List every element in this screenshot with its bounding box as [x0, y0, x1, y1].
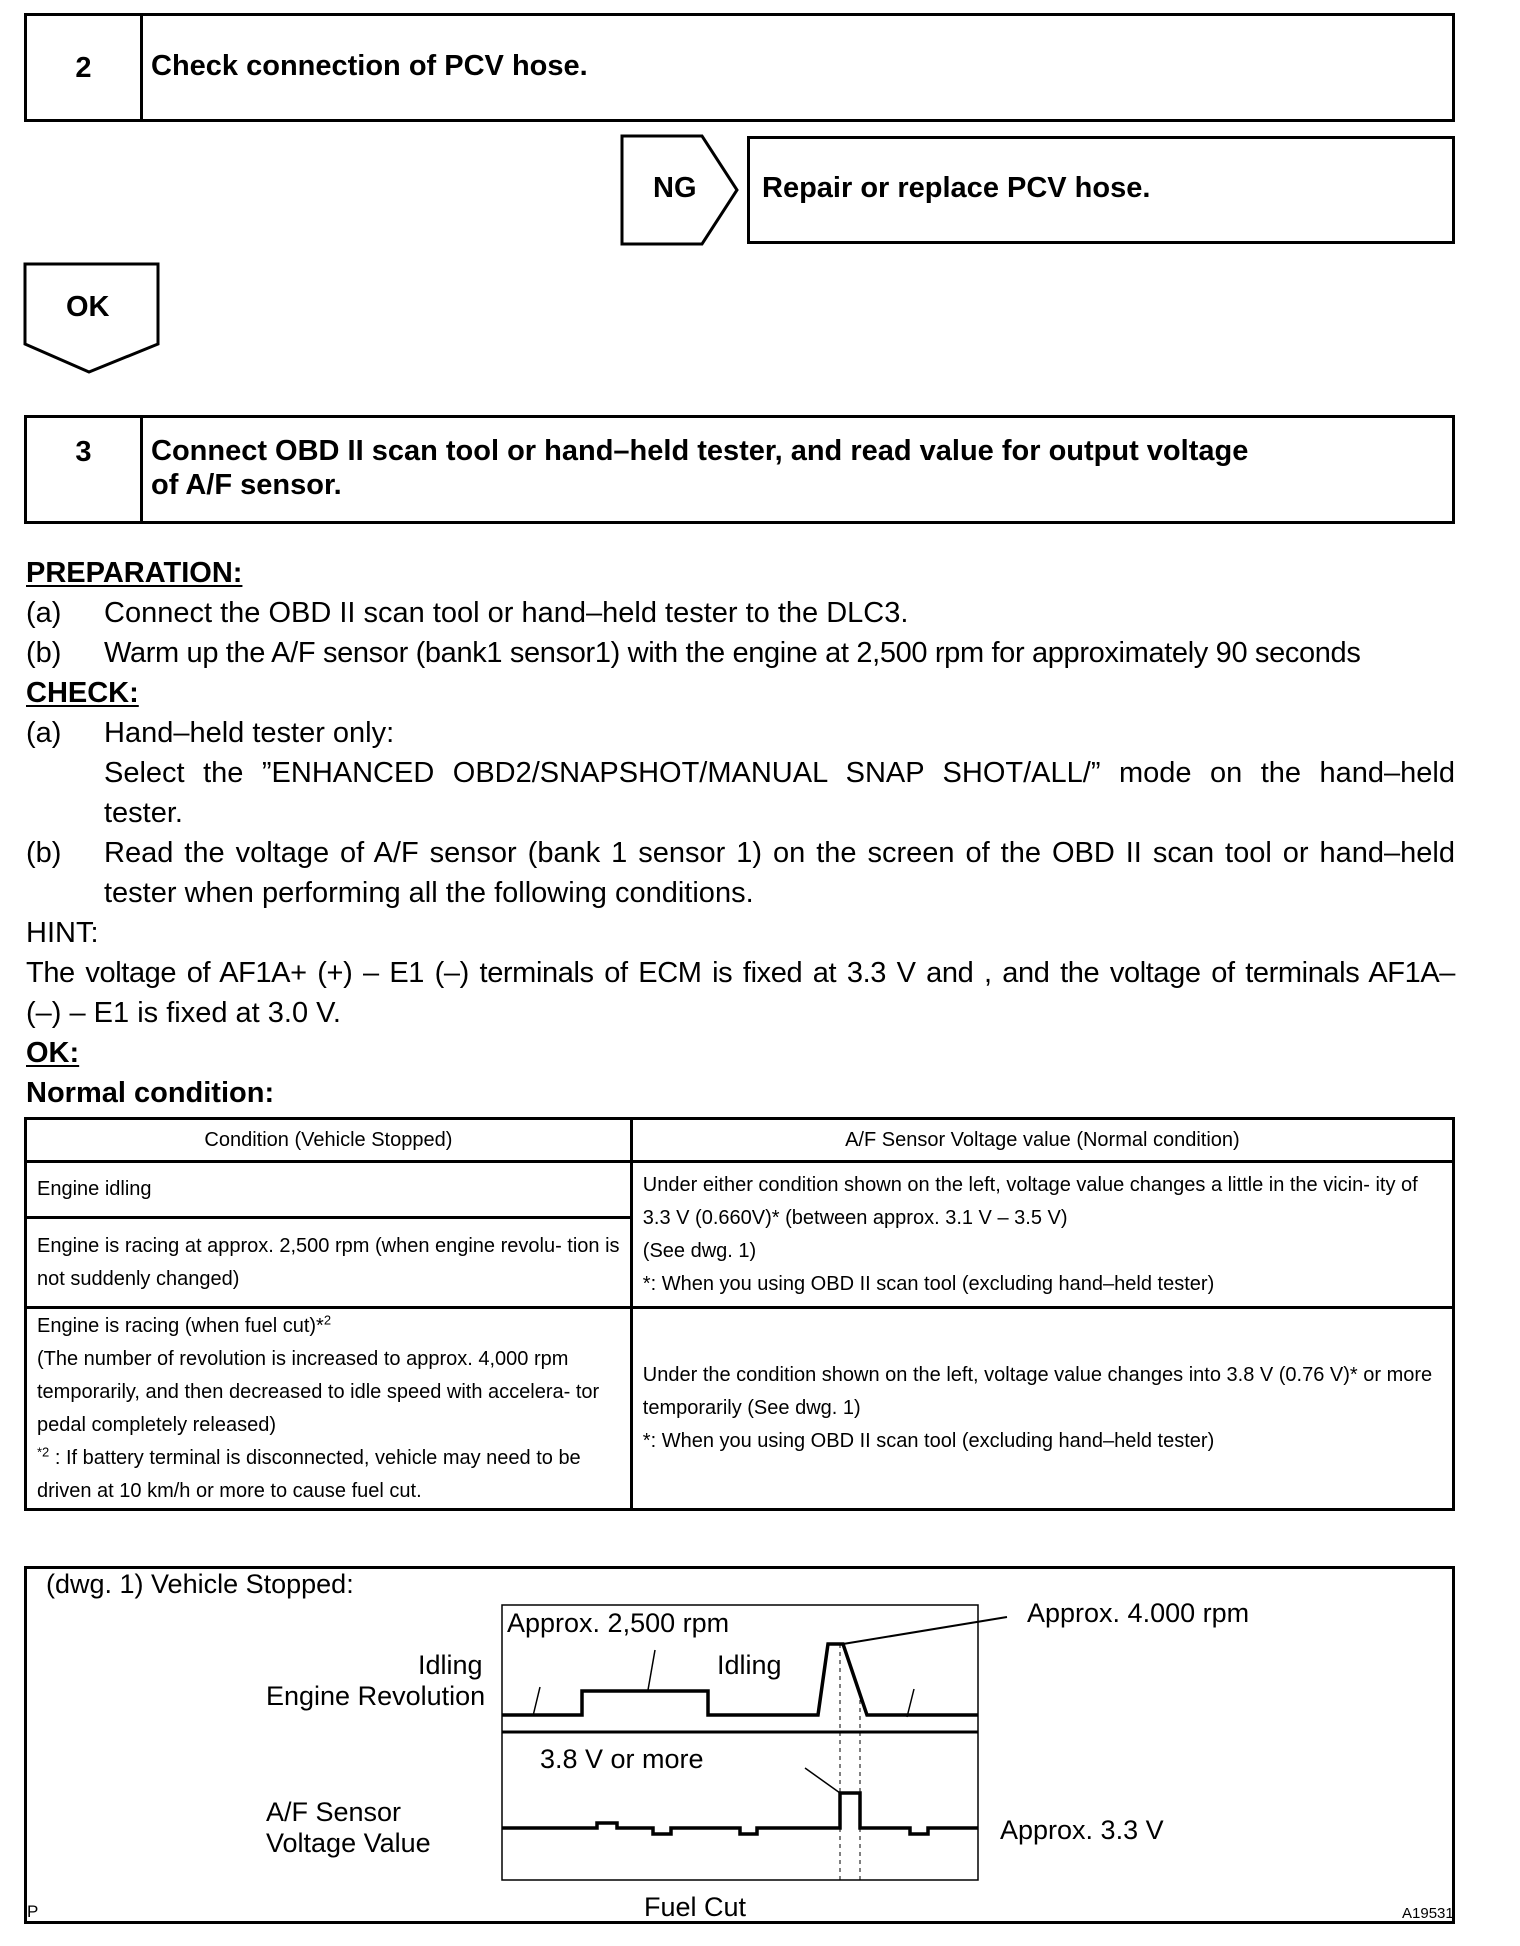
- voltage-cell: Under the condition shown on the left, voltage value changes into 3.8 V (0.76 V)* or more temporarily (See dwg. 1) *: When you using OBD II scan tool (excluding hand–held tester): [631, 1308, 1453, 1510]
- ok-label: OK: [66, 291, 110, 323]
- idling-left-label: Idling: [418, 1650, 483, 1680]
- v33-label: Approx. 3.3 V: [1000, 1815, 1164, 1845]
- leader-idling-left: [533, 1687, 540, 1716]
- figure-id: A19531: [1402, 1905, 1454, 1922]
- table-row: [26, 1162, 1454, 1218]
- ng-label: NG: [653, 172, 697, 204]
- plot-frame: [502, 1605, 978, 1880]
- preparation-heading: PREPARATION:: [26, 557, 243, 589]
- af-sensor-label: A/F Sensor: [266, 1797, 402, 1827]
- fuel-cut-label: Fuel Cut: [644, 1892, 747, 1922]
- step-number: 3: [27, 418, 143, 521]
- engine-revolution-label: Engine Revolution: [266, 1681, 486, 1711]
- condition-cell: Engine is racing (when fuel cut)*$^2$ (The number of revolution is increased to approx. 4,000 rpm temporarily, and then decreased to idle speed with accelera- tor pedal completely released) $^{*2}$ : If battery terminal is disconnected, vehicle may need to be driven at 10 km/h or more to cause fuel cut.: [26, 1308, 632, 1510]
- condition-cell: Engine is racing at approx. 2,500 rpm (when engine revolu- tion is not suddenly changed): [26, 1218, 632, 1308]
- corner-label: P: [27, 1902, 39, 1921]
- ok-arrow-icon: [22, 261, 162, 375]
- rpm-2500-label: Approx. 2,500 rpm: [507, 1608, 730, 1638]
- diagram-title: (dwg. 1) Vehicle Stopped:: [46, 1569, 354, 1599]
- leader-idling-right: [907, 1689, 914, 1717]
- idling-right-label: Idling: [717, 1650, 782, 1680]
- step-3-box: [24, 415, 1455, 524]
- engine-revolution-trace: [502, 1644, 978, 1715]
- leader-v38: [805, 1768, 840, 1793]
- ng-arrow-icon: [620, 134, 742, 246]
- ok-heading: OK:: [26, 1037, 80, 1069]
- table-header-row: [26, 1119, 1454, 1162]
- hint-line-2: (–) – E1 is fixed at 3.0 V.: [26, 997, 341, 1029]
- condition-cell: Engine idling: [26, 1162, 632, 1218]
- step-number: 2: [27, 16, 143, 119]
- af-voltage-trace: [502, 1793, 978, 1834]
- v38-label: 3.8 V or more: [540, 1744, 704, 1774]
- step-2-box: [24, 13, 1455, 122]
- step-title: Check connection of PCV hose.: [151, 50, 588, 82]
- ng-action-box: [747, 136, 1455, 244]
- condition-table: [24, 1117, 1455, 1511]
- rpm-4000-label: Approx. 4.000 rpm: [1027, 1598, 1250, 1628]
- hint-heading: HINT:: [26, 917, 99, 949]
- normal-condition-heading: Normal condition:: [26, 1077, 275, 1109]
- leader-4000: [843, 1617, 1007, 1644]
- ng-action-text: Repair or replace PCV hose.: [762, 172, 1151, 204]
- waveform-diagram: [24, 1566, 1455, 1924]
- column-header-voltage: A/F Sensor Voltage value (Normal condition): [631, 1119, 1453, 1162]
- column-header-condition: Condition (Vehicle Stopped): [26, 1119, 632, 1162]
- check-heading: CHECK:: [26, 677, 139, 709]
- leader-2500: [648, 1650, 655, 1690]
- table-row: [26, 1308, 1454, 1510]
- voltage-value-label: Voltage Value: [266, 1828, 431, 1858]
- voltage-cell: Under either condition shown on the left, voltage value changes a little in the vicin- ity of 3.3 V (0.660V)* (between approx. 3.1 V – 3.5 V) (See dwg. 1) *: When you using OBD II scan tool (excluding hand–held tester): [631, 1162, 1453, 1308]
- diagram-box: [24, 1566, 1455, 1924]
- step-title: Connect OBD II scan tool or hand–held tester, and read value for output voltage of A/F sensor.: [151, 435, 1249, 501]
